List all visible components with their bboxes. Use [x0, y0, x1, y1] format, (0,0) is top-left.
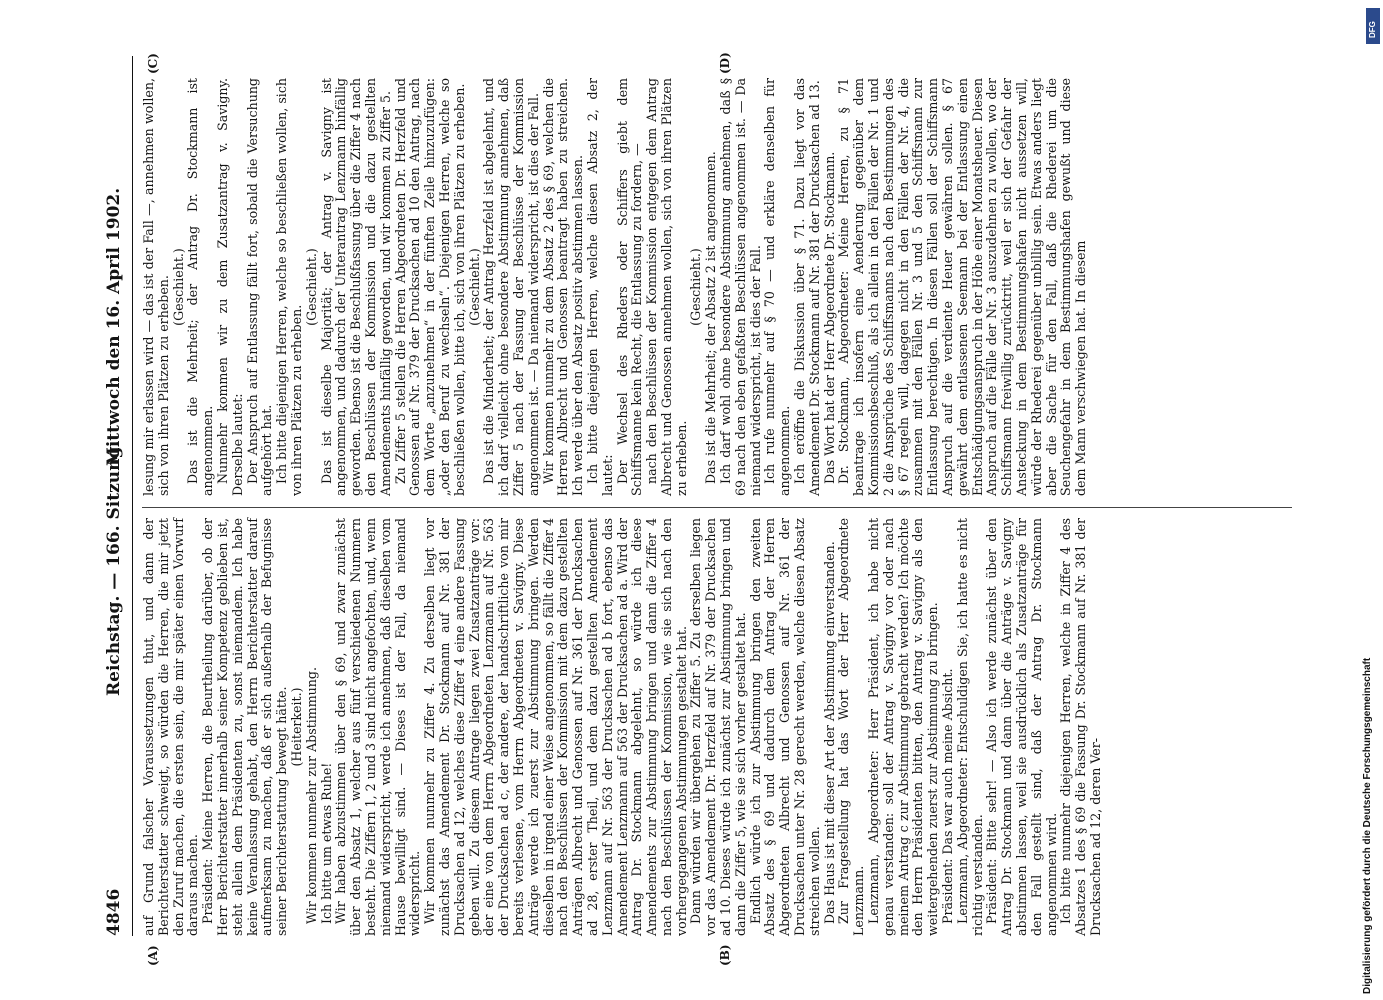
paragraph: Dr. Stockmann, Abgeordneter: Meine Herren, zu § 71 beantrage ich insofern eine Aenderung gegenüber dem Kommissionsbeschluß, als ich allein in den Fällen der Nr. 1 und 2 die Ansprüche des Schiffsmanns nach den Bestimmungen des § 67 regeln will, dagegen nicht in den Fällen der Nr. 4, die zusammen mit den Fällen Nr. 3 und 5 den Schiffsmann zur Entlassung berechtigen. In diesen Fällen soll der Schiffsmann Anspruch auf die verdiente Heuer gewähren sollen. § 67 gewährt dem entlassenen Seemann bei der Entlassung einen Entschädigungsanspruch in der Höhe einer Monatsheuer. Diesen Anspruch auf die Fälle der Nr. 3 auszudehnen zu wollen, wo der Schiffsmann freiwillig zurücktritt, weil er sich der Gefahr der Ansteckung in dem Bestimmungshafen nicht aussetzen will, würde der Rhederei gegenüber unbillig sein. Etwas anders liegt aber die Sache für den Fall, daß die Rhederei um die Seuchengefahr in dem Bestimmungshafen gewußt und diese dem Mann verschwiegen hat. In diesem: [836, 78, 1089, 496]
stage-direction: (Geschieht.): [170, 248, 186, 326]
paragraph: Ich bitte nunmehr diejenigen Herren, welche in Ziffer 4 des Absatzes 1 des § 69 die Fassung Dr. Stockmann auf Nr. 381 der Drucksachen ad 12, deren Ver-: [1058, 518, 1103, 936]
margin-marker-d: (D): [718, 52, 732, 74]
page-number: 4846: [104, 888, 124, 936]
paragraph: Das Wort hat der Herr Abgeordnete Dr. Stockmann.: [821, 151, 837, 484]
margin-marker-b: (B): [718, 944, 732, 966]
paragraph: Ich eröffne die Diskussion über § 71. Dazu liegt vor das Amendement Dr. Stockmann auf Nr. 381 der Drucksachen ad 13.: [792, 78, 822, 496]
paragraph: nach den Beschlüssen der Kommission entgegen dem Antrag Albrecht und Genossen annehmen wollen, sich von ihren Plätzen zu erheben.: [644, 78, 689, 496]
paragraph: Dann würden wir übergehen zu Ziffer 5. Zu derselben liegen vor das Amendement Dr. Herzfeld auf Nr. 379 der Drucksachen ad 10. Dieses würde ich zunächst zur Abstimmung bringen und dann die Ziffer 5, wie sie sich vorher gestaltet hat.: [688, 518, 748, 936]
stage-direction: (Geschieht.): [303, 248, 319, 326]
paragraph: Nunmehr kommen wir zu dem Zusatzantrag v. Savigny. Derselbe lautet:: [214, 78, 245, 496]
column-divider: [142, 507, 1292, 508]
paragraph: Das ist die Mehrheit; der Absatz 2 ist angenommen.: [703, 151, 719, 484]
paragraph: Das ist dieselbe Majorität; der Antrag v. Savigny ist angenommen, und dadurch der Unterantrag Lenzmann hinfällig geworden. Ebenso ist die Beschlußfassung über die Ziffer 4 nach den Beschlüssen der Kommission und die dazu gestellten Amendements hinfällig geworden, und wir kommen zu Ziffer 5.: [318, 78, 393, 496]
right-column: [142, 78, 1089, 496]
paragraph: Das Haus ist mit dieser Art der Abstimmung einverstanden.: [821, 541, 837, 924]
paragraph: Ich bitte um etwas Ruhe!: [318, 762, 334, 924]
quoted-text: Der Anspruch auf Entlassung fällt fort, sobald die Versuchung aufgehört hat.: [244, 78, 275, 496]
paragraph: Zu Ziffer 5 stellen die Herren Abgeordneten Dr. Herzfeld und Genossen auf Nr. 379 der Drucksachen ad 10 den Antrag, nach dem Worte „anzunehmen“ in der fünften Zeile hinzuzufügen: „oder den Beruf zu wechseln“. Diejenigen Herren, welche so beschließen wollen, bitte ich, sich von ihren Plätzen zu erheben.: [392, 78, 467, 496]
margin-marker-c: (C): [146, 53, 160, 74]
paragraph: Wir haben abzustimmen über den § 69, und zwar zunächst über den Absatz 1, welcher aus fünf verschiedenen Nummern besteht. Die Ziffern 1, 2 und 3 sind nicht angefochten, und, wenn niemand widerspricht, werde ich annehmen, daß dieselben vom Hause bewilligt sind. — Dieses ist der Fall, da niemand widerspricht.: [333, 518, 423, 936]
paragraph: Zur Fragestellung hat das Wort der Herr Abgeordnete Lenzmann.: [836, 518, 867, 936]
paragraph: Wir kommen nunmehr zu Ziffer 4. Zu derselben liegt vor zunächst das Amendement Dr. Stockmann auf Nr. 381 der Drucksachen ad 12, welches diese Ziffer 4 eine andere Fassung geben will. Zu diesem Antrage liegen zwei Zusatzanträge vor: der eine von dem Herrn Abgeordneten Lenzmann auf Nr. 563 der Drucksachen ad c, der andere, der handschriftliche von mir bereits verlesene, vom Herrn Abgeordneten v. Savigny. Diese Anträge werde ich zuerst zur Abstimmung bringen. Werden dieselben in irgend einer Weise angenommen, so fällt die Ziffer 4 nach den Beschlüssen der Kommission mit dem dazu gestellten Anträgen Albrecht und Genossen auf Nr. 361 der Drucksachen ad 28, erster Theil, und dem dazu gestellten Amendement Lenzmann auf Nr. 563 der Drucksachen ad b fort, ebenso das Amendement Lenzmann auf 563 der Drucksachen ad a. Wird der Antrag Dr. Stockmann abgelehnt, so würde ich diese Amendements zur Abstimmung bringen und dann die Ziffer 4 nach den Beschlüssen der Kommission, wie sie sich nach den vorhergegangenen Abstimmungen gestaltet hat.: [422, 518, 689, 936]
paragraph: Endlich würde ich zur Abstimmung bringen den zweiten Absatz des § 69 und dadurch dem Antrag der Herren Abgeordneten Albrecht und Genossen auf Nr. 361 der Drucksachen unter Nr. 28 gerecht werden, welche diesen Absatz streichen wollen.: [747, 518, 822, 936]
paragraph: Ich darf wohl ohne besondere Abstimmung annehmen, daß § 69 nach den eben gefaßten Beschlüssen angenommen ist. — Da niemand widerspricht, ist dies der Fall.: [718, 78, 763, 496]
stage-direction: (Heiterkeit.): [288, 687, 304, 767]
session-title: Reichstag. — 166. Sitzung.: [104, 440, 124, 696]
session-date: Mittwoch den 16. April 1902.: [104, 187, 124, 466]
rotated-page: [98, 52, 1308, 966]
dfg-logo-text: DFG: [1368, 21, 1377, 38]
page-header: [98, 56, 133, 936]
paragraph: Ich bitte diejenigen Herren, welche so beschließen wollen, sich von ihren Plätzen zu erheben.: [274, 78, 304, 496]
left-column: [142, 518, 1104, 936]
stage-direction: (Geschieht.): [466, 248, 482, 326]
paragraph: Lenzmann, Abgeordneter: Herr Präsident, ich habe nicht genau verstanden: soll der Antrag v. Savigny vor oder nach meinem Antrag c zur Abstimmung gebracht werden? Ich möchte den Herrn Präsidenten bitten, den Antrag v. Savigny als den weitergehenden zuerst zur Abstimmung zu bringen.: [866, 518, 941, 936]
stage-direction: (Geschieht.): [688, 248, 704, 326]
paragraph: Wir kommen nunmehr zur Abstimmung.: [303, 667, 319, 924]
paragraph: Das ist die Mehrheit; der Antrag Dr. Stockmann ist angenommen.: [185, 78, 216, 496]
margin-marker-a: (A): [146, 945, 160, 966]
paragraph: Wir kommen nunmehr zu dem Absatz 2 des § 69, welchen die Herren Albrecht und Genossen beantragt haben zu streichen. Ich werde über den Absatz positiv abstimmen lassen.: [540, 78, 586, 496]
quoted-text: Der Wechsel des Rheders oder Schiffers giebt dem Schiffsmanne kein Recht, die Entlassung zu fordern, —: [614, 78, 645, 496]
paragraph: Lenzmann, Abgeordneter: Entschuldigen Sie, ich hatte es nicht richtig verstanden.: [954, 518, 985, 936]
digitization-note: Digitalisierung gefördert durch die Deutsche Forschungsgemeinschaft: [1362, 657, 1373, 994]
paragraph: auf Grund falscher Voraussetzungen thut, und dann der Berichterstatter schweigt, so würden die Herren, die mir jetzt den Zuruf machen, die ersten sein, die mir später einen Vorwurf daraus machen.: [141, 518, 201, 936]
paragraph: Präsident: Meine Herren, die Beurtheilung darüber, ob der Herr Berichterstatter innerhalb seiner Kompetenz geblieben ist, steht allein dem Präsidenten zu, sonst niemandem. Ich habe keine Veranlassung gehabt, den Herrn Berichterstatter darauf aufmerksam zu machen, daß er sich außerhalb der Befugnisse seiner Berichterstattung bewegt hätte.: [200, 518, 290, 936]
paragraph: Ich bitte diejenigen Herren, welche diesen Absatz 2, der lautet:: [584, 78, 615, 496]
paragraph: lesung mir erlassen wird — das ist der Fall —, annehmen wollen, sich von ihren Plätzen zu erheben.: [141, 78, 171, 496]
paragraph: Das ist die Minderheit; der Antrag Herzfeld ist abgelehnt, und ich darf vielleicht ohne besondere Abstimmung annehmen, daß Ziffer 5 nach der Fassung der Beschlüsse der Kommission angenommen ist. — Da niemand widerspricht, ist dies der Fall.: [481, 78, 541, 496]
paragraph: Präsident: Das war auch meine Absicht.: [940, 668, 956, 924]
paragraph: Präsident: Bitte sehr! — Also ich werde zunächst über den Antrag Dr. Stockmann und dann über die Anträge v. Savigny abstimmen lassen, weil sie ausdrücklich als Zusatzanträge für den Fall gestellt sind, daß der Antrag Dr. Stockmann angenommen wird.: [984, 518, 1059, 936]
paragraph: Ich rufe nunmehr auf § 70 — und erkläre denselben für angenommen.: [762, 78, 793, 496]
